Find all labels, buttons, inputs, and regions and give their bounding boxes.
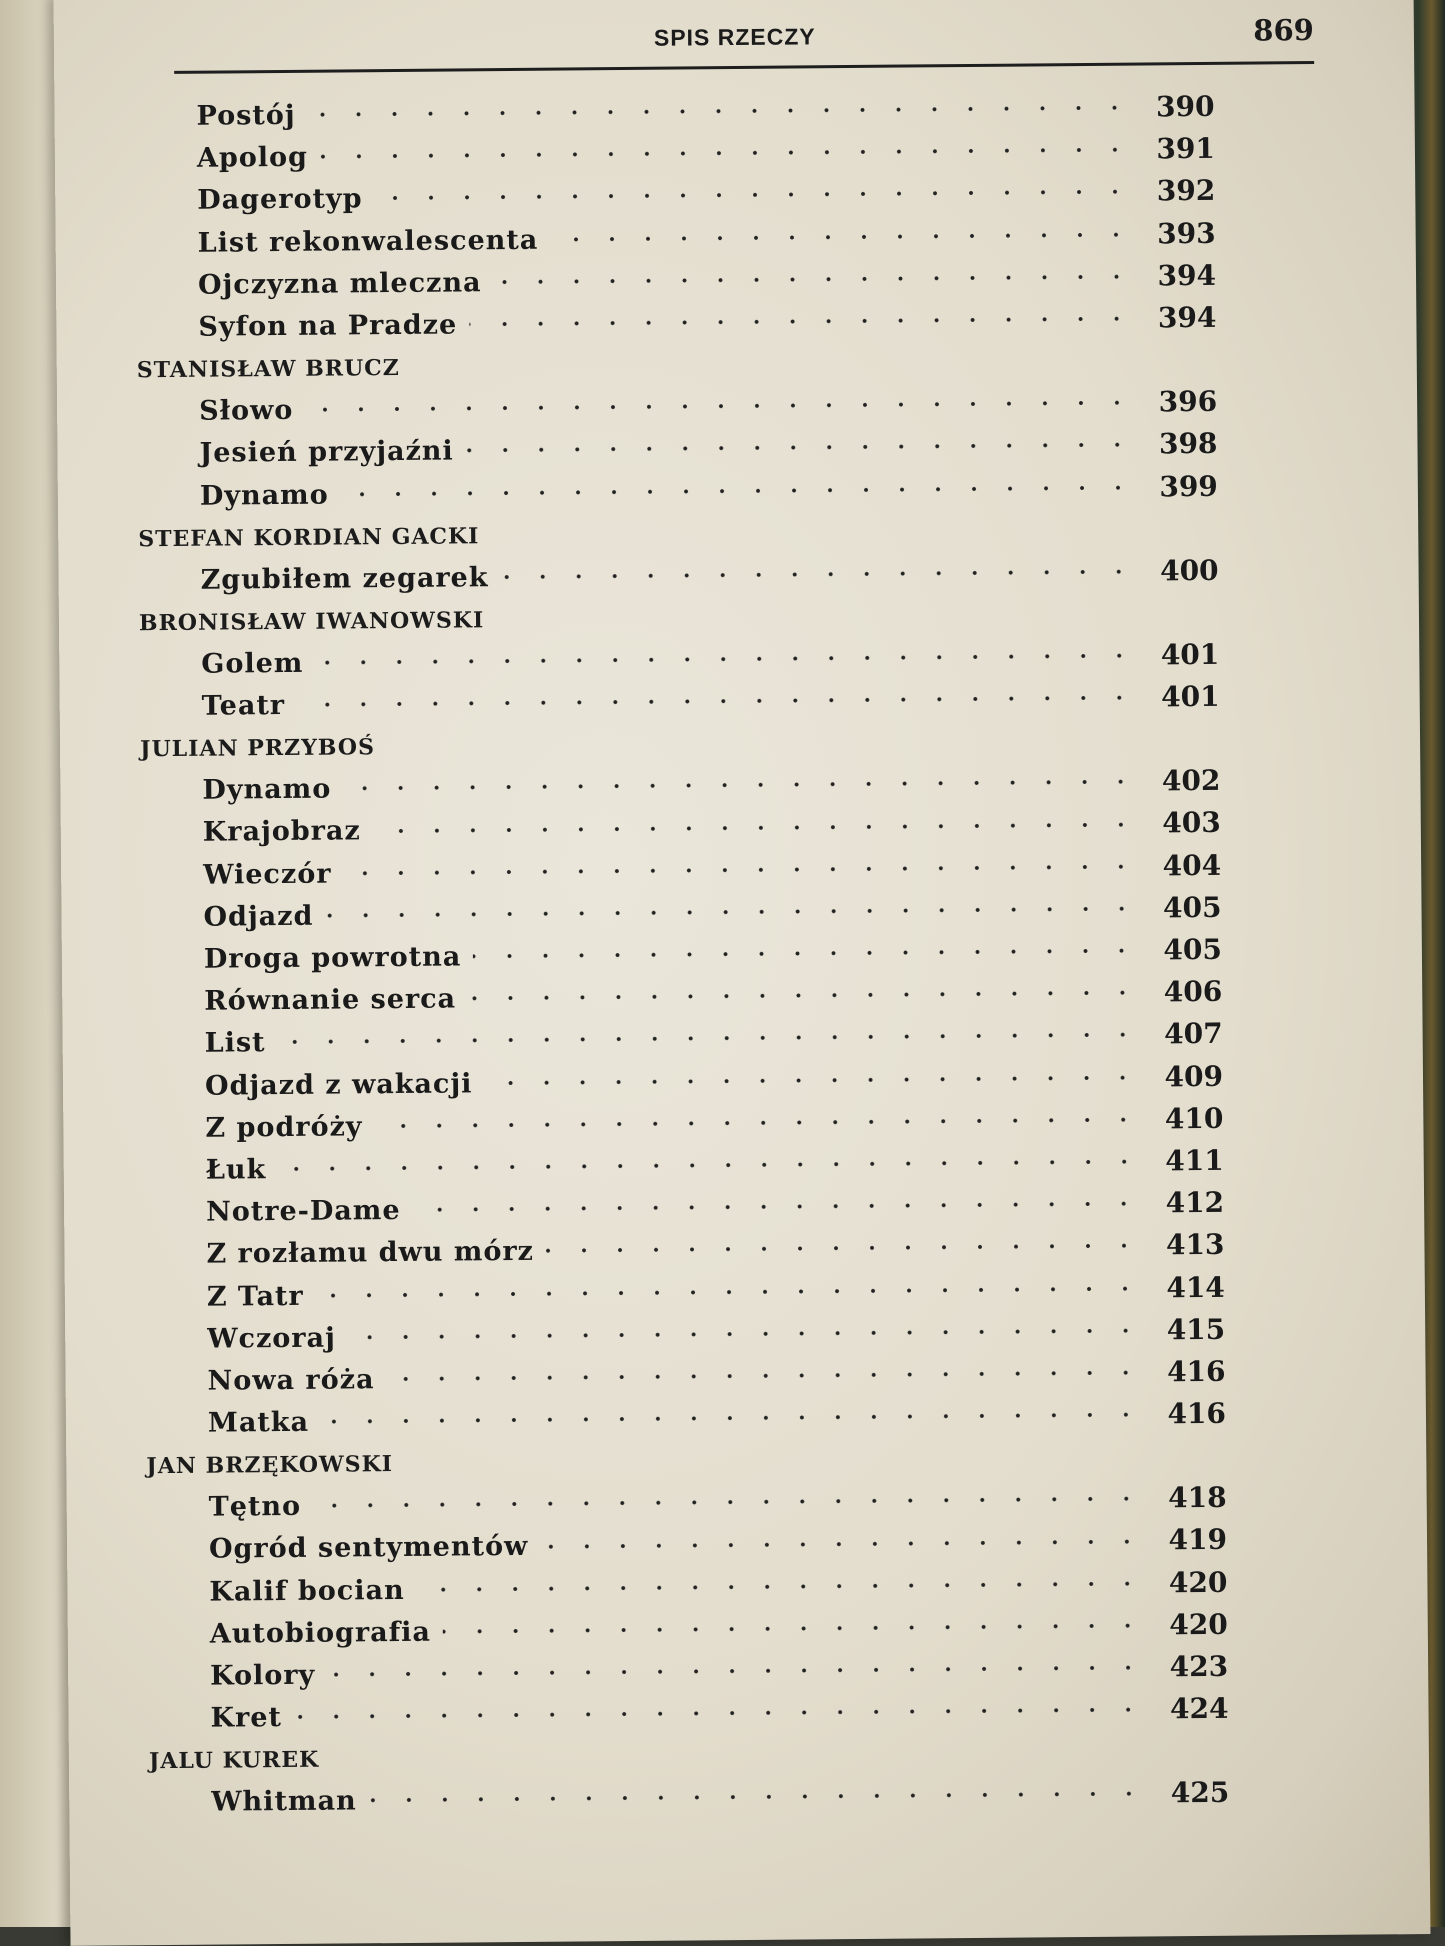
dot-leader <box>321 1412 1144 1425</box>
toc-entry-page: 405 <box>1163 932 1223 967</box>
toc-entry-page: 406 <box>1163 974 1223 1009</box>
toc-entry-title: Autobiografia <box>209 1616 432 1650</box>
toc-entry-title: Wczoraj <box>207 1322 336 1355</box>
toc-entry-page: 413 <box>1165 1228 1225 1262</box>
toc-entry-title: Ojczyzna mleczna <box>197 266 482 301</box>
dot-leader <box>375 1116 1142 1129</box>
toc-entry-title: Syfon na Pradze <box>198 309 458 343</box>
toc-entry-page: 392 <box>1156 174 1216 208</box>
toc-entry <box>136 297 1216 349</box>
toc-entry-title: Krajobraz <box>202 815 361 849</box>
dot-leader <box>320 147 1133 160</box>
toc-entry-page: 399 <box>1159 469 1218 503</box>
toc-entry-title: Z Tatr <box>206 1280 304 1313</box>
toc-entry-title: Z podróży <box>205 1111 363 1144</box>
dot-leader <box>343 779 1138 792</box>
toc-author-heading: JULIAN PRZYBOŚ <box>139 734 376 763</box>
toc-entry-page: 415 <box>1166 1312 1226 1346</box>
dot-leader <box>500 568 1136 580</box>
toc-entry-title: Z rozłamu dwu mórz <box>206 1236 535 1270</box>
toc-entry-title: List <box>204 1027 266 1060</box>
toc-entry-page: 398 <box>1158 427 1218 461</box>
toc-entry-title: Dynamo <box>199 479 329 512</box>
dot-leader <box>413 1201 1143 1213</box>
toc-entry <box>146 1393 1226 1445</box>
dot-leader <box>484 1074 1141 1086</box>
running-title: SPIS RZECZY <box>653 23 816 51</box>
toc-entry-page: 391 <box>1156 132 1216 166</box>
dot-leader <box>550 231 1133 242</box>
toc-author-heading: JALU KUREK <box>148 1747 320 1775</box>
toc-entry-page: 401 <box>1161 679 1220 714</box>
toc-entry-title: Apolog <box>196 141 309 174</box>
toc-entry-page: 418 <box>1168 1481 1227 1515</box>
toc-entry <box>140 676 1220 728</box>
toc-entry-page: 414 <box>1166 1270 1225 1304</box>
toc-entry-title: Dagerotyp <box>197 183 363 217</box>
toc-entry-page: 425 <box>1170 1776 1230 1810</box>
toc-entry-page: 420 <box>1168 1565 1228 1599</box>
toc-entry-title: Równanie serca <box>204 983 457 1017</box>
toc-entry-title: Nowa róża <box>207 1364 375 1397</box>
toc-entry-title: Dynamo <box>202 773 332 806</box>
toc-entry-title: Odjazd <box>203 900 314 933</box>
table-of-contents <box>134 86 1229 1824</box>
toc-entry-title: Whitman <box>211 1785 357 1819</box>
dot-leader <box>546 1243 1143 1254</box>
toc-author-heading: BRONISŁAW IWANOWSKI <box>138 607 485 637</box>
dot-leader <box>417 1580 1146 1592</box>
toc-entry-page: 420 <box>1169 1607 1228 1642</box>
toc-entry-page: 404 <box>1162 848 1222 882</box>
toc-entry-title: Teatr <box>201 690 286 722</box>
toc-entry-page: 409 <box>1164 1059 1224 1093</box>
toc-entry-page: 396 <box>1158 384 1218 419</box>
dot-leader <box>494 273 1135 285</box>
dot-leader <box>469 316 1134 328</box>
toc-entry-page: 393 <box>1157 216 1216 250</box>
toc-entry-title: List rekonwalescenta <box>197 224 539 259</box>
dot-leader <box>473 948 1140 960</box>
toc-entry-page: 407 <box>1164 1017 1223 1051</box>
dot-leader <box>308 105 1133 118</box>
toc-entry-page: 400 <box>1159 553 1219 588</box>
book-page <box>54 0 1431 1946</box>
toc-entry-title: Jesień przyjaźni <box>199 435 454 470</box>
toc-entry-page: 402 <box>1161 764 1221 798</box>
toc-entry-title: Tętno <box>208 1491 302 1523</box>
toc-entry-page: 403 <box>1162 806 1221 840</box>
toc-entry-page: 405 <box>1162 890 1222 925</box>
dot-leader <box>375 189 1134 202</box>
toc-entry-title: Notre-Dame <box>206 1195 401 1228</box>
dot-leader <box>316 1285 1143 1298</box>
dot-leader <box>341 484 1136 497</box>
toc-entry-title: Zgubiłem zegarek <box>200 561 489 596</box>
toc-entry-page: 401 <box>1160 637 1220 672</box>
toc-entry <box>148 1688 1228 1740</box>
dot-leader <box>369 1791 1148 1804</box>
toc-entry-page: 394 <box>1157 258 1217 293</box>
toc-entry-title: Droga powrotna <box>203 941 462 975</box>
toc-author-heading: JAN BRZĘKOWSKI <box>146 1451 394 1480</box>
dot-leader <box>343 863 1139 876</box>
toc-entry-title: Kolory <box>210 1659 316 1692</box>
toc-entry-title: Kret <box>210 1702 283 1734</box>
toc-entry <box>149 1772 1229 1824</box>
toc-entry-title: Wieczór <box>203 858 332 891</box>
toc-entry-page: 390 <box>1155 89 1215 124</box>
dot-leader <box>315 653 1137 666</box>
toc-author-heading: STANISŁAW BRUCZ <box>136 355 400 384</box>
toc-entry-page: 423 <box>1169 1649 1229 1684</box>
toc-entry-title: Łuk <box>205 1154 267 1186</box>
dot-leader <box>466 442 1136 454</box>
dot-leader <box>540 1538 1145 1549</box>
header-rule <box>174 61 1314 74</box>
toc-entry-title: Matka <box>207 1406 310 1439</box>
toc-entry <box>138 550 1218 602</box>
toc-entry-title: Odjazd z wakacji <box>204 1067 473 1102</box>
dot-leader <box>278 1032 1141 1046</box>
toc-entry-title: Postój <box>196 99 296 132</box>
dot-leader <box>386 1369 1143 1382</box>
page-header <box>174 0 1314 65</box>
dot-leader <box>348 1327 1143 1340</box>
toc-entry <box>138 465 1218 517</box>
dot-leader <box>294 1707 1147 1720</box>
toc-entry-page: 416 <box>1167 1396 1227 1431</box>
dot-leader <box>325 905 1139 918</box>
dot-leader <box>278 1159 1142 1173</box>
toc-entry-title: Kalif bocian <box>209 1574 405 1608</box>
toc-entry-page: 424 <box>1169 1691 1229 1726</box>
dot-leader <box>297 695 1138 708</box>
toc-entry-title: Słowo <box>199 395 294 427</box>
dot-leader <box>305 400 1135 413</box>
toc-author-heading: STEFAN KORDIAN GACKI <box>138 522 480 552</box>
toc-entry-title: Golem <box>201 647 304 680</box>
dot-leader <box>443 1622 1146 1634</box>
dot-leader <box>373 821 1139 834</box>
toc-entry-page: 410 <box>1164 1101 1224 1136</box>
dot-leader <box>468 990 1140 1002</box>
toc-entry-page: 419 <box>1168 1523 1228 1557</box>
toc-entry-page: 416 <box>1166 1354 1226 1389</box>
page-number: 869 <box>1253 12 1315 48</box>
toc-entry-page: 394 <box>1157 300 1217 335</box>
toc-entry-title: Ogród sentymentów <box>208 1531 529 1566</box>
dot-leader <box>327 1665 1146 1678</box>
toc-entry-page: 411 <box>1165 1143 1224 1178</box>
dot-leader <box>313 1496 1145 1509</box>
toc-entry-page: 412 <box>1165 1185 1225 1220</box>
